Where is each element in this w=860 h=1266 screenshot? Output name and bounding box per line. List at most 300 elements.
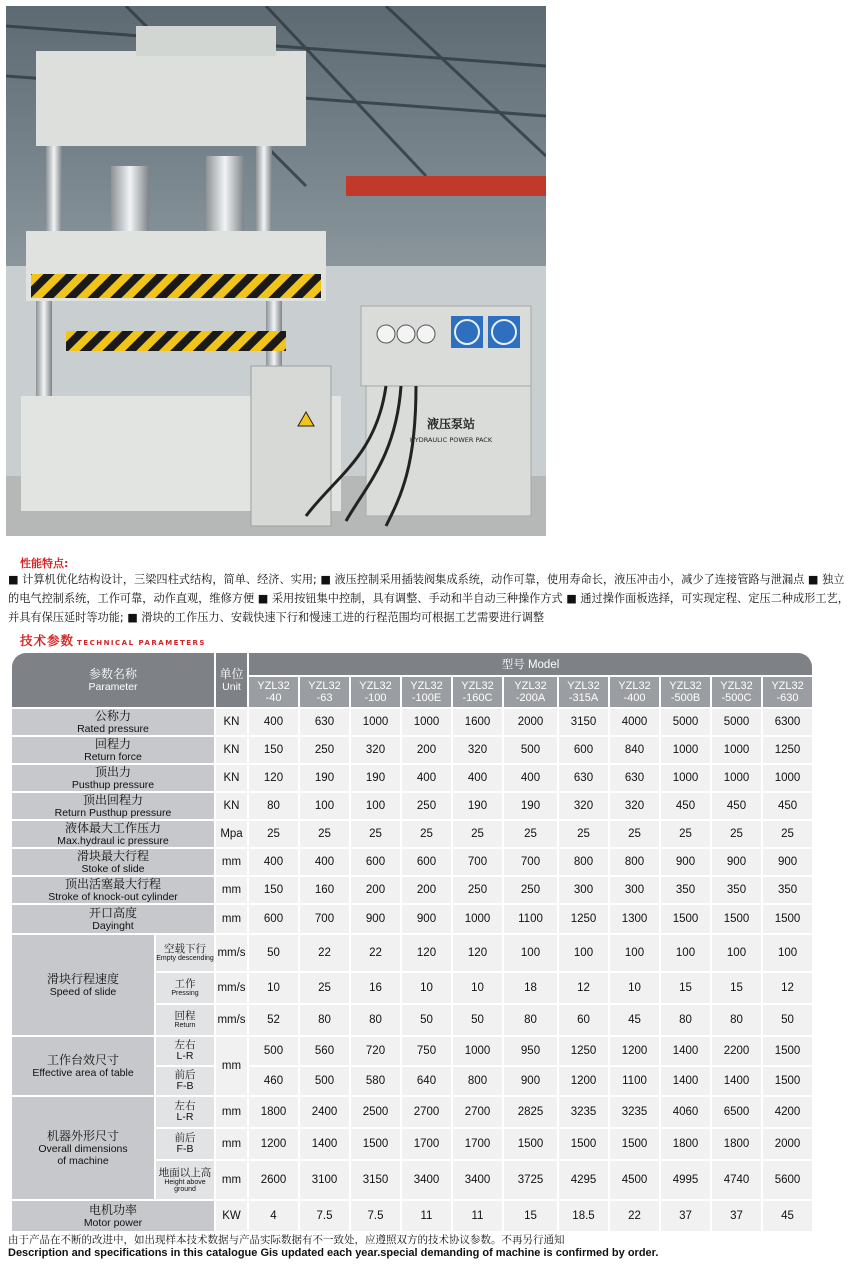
param-unit: mm — [216, 905, 247, 933]
overall-sub-en: L-R — [176, 1111, 194, 1123]
model-name-text: YZL32 -400 — [618, 680, 651, 704]
param-value: 200 — [351, 877, 400, 903]
speed-value: 100 — [763, 935, 812, 971]
model-name — [763, 677, 812, 707]
param-label-cn: 回程力 — [94, 737, 131, 751]
speed-value: 18 — [504, 973, 557, 1003]
model-header: 型号 Model — [249, 653, 812, 675]
model-name-text: YZL32 -500B — [669, 680, 702, 704]
param-value: 190 — [504, 793, 557, 819]
param-value: 1000 — [453, 905, 502, 933]
model-name-text: YZL32 -630 — [771, 680, 804, 704]
param-label-en: Pusthup pressure — [71, 778, 155, 791]
footer-note-cn: 由于产品在不断的改进中，如出现样本技术数据与产品实际数据有不一致处，应遵照双方的技术协议参数。不再另行通知 — [8, 1234, 565, 1246]
overall-unit: mm — [216, 1097, 247, 1127]
motor-value: 4 — [249, 1201, 298, 1231]
param-label-en: Stroke of knock-out cylinder — [48, 890, 178, 903]
speed-sub-en: Pressing — [171, 990, 199, 997]
param-value: 630 — [300, 709, 349, 735]
param-value: 630 — [610, 765, 659, 791]
param-value: 190 — [300, 765, 349, 791]
speed-value: 60 — [559, 1005, 608, 1035]
param-value: 1000 — [661, 765, 710, 791]
param-value: 700 — [504, 849, 557, 875]
param-value: 320 — [351, 737, 400, 763]
overall-value: 4060 — [661, 1097, 710, 1127]
speed-value: 80 — [504, 1005, 557, 1035]
motor-value: 18.5 — [559, 1201, 608, 1231]
speed-value: 50 — [763, 1005, 812, 1035]
param-value: 1300 — [610, 905, 659, 933]
motor-value: 37 — [712, 1201, 761, 1231]
overall-value: 2500 — [351, 1097, 400, 1127]
speed-sub-cn: 回程 — [174, 1010, 196, 1022]
param-label — [12, 765, 214, 791]
motor-value: 7.5 — [351, 1201, 400, 1231]
speed-value: 80 — [661, 1005, 710, 1035]
param-value: 1600 — [453, 709, 502, 735]
features-title: 性能特点: — [20, 557, 69, 570]
model-name — [661, 677, 710, 707]
motor-cn: 电机功率 — [88, 1202, 137, 1217]
speed-value: 80 — [712, 1005, 761, 1035]
overall-value: 1800 — [661, 1129, 710, 1159]
table-area-value: 1400 — [661, 1037, 710, 1065]
table-area-value: 950 — [504, 1037, 557, 1065]
param-value: 840 — [610, 737, 659, 763]
table-area-value: 1500 — [763, 1037, 812, 1065]
feature-item: ■ 通过操作面板选择，可实现定程、定压二种成形工艺，并具有保压延时等功能; — [8, 592, 849, 624]
speed-value: 10 — [249, 973, 298, 1003]
param-label-cn: 公称力 — [94, 709, 131, 723]
param-value: 25 — [453, 821, 502, 847]
table-area-value: 1200 — [559, 1067, 608, 1095]
speed-value: 50 — [402, 1005, 451, 1035]
param-value: 400 — [249, 849, 298, 875]
tech-params-title-cn: 技术参数 — [20, 633, 75, 648]
overall-value: 3235 — [610, 1097, 659, 1127]
param-value: 25 — [559, 821, 608, 847]
motor-en: Motor power — [83, 1216, 143, 1229]
table-area-value: 1200 — [610, 1037, 659, 1065]
param-value: 3150 — [559, 709, 608, 735]
param-value: 25 — [402, 821, 451, 847]
feature-item: ■ 采用按钮集中控制，具有调整、手动和半自动三种操作方式 — [257, 592, 563, 605]
param-value: 400 — [402, 765, 451, 791]
speed-value: 52 — [249, 1005, 298, 1035]
overall-value: 1400 — [300, 1129, 349, 1159]
speed-value: 120 — [453, 935, 502, 971]
param-value: 5000 — [661, 709, 710, 735]
param-label — [12, 849, 214, 875]
overall-value: 3100 — [300, 1161, 349, 1199]
motor-value: 22 — [610, 1201, 659, 1231]
param-value: 900 — [763, 849, 812, 875]
param-value: 350 — [661, 877, 710, 903]
table-area-value: 2200 — [712, 1037, 761, 1065]
param-value: 1000 — [661, 737, 710, 763]
param-label-en: Return Pusthup pressure — [54, 806, 172, 819]
param-label-en: Dayinght — [92, 919, 134, 932]
param-unit: KN — [216, 737, 247, 763]
overall-value: 1800 — [249, 1097, 298, 1127]
overall-cn: 机器外形尺寸 — [46, 1128, 119, 1143]
param-value: 120 — [249, 765, 298, 791]
speed-value: 100 — [712, 935, 761, 971]
param-value: 2000 — [504, 709, 557, 735]
pump-label: 液压泵站 — [426, 417, 476, 431]
param-value: 190 — [351, 765, 400, 791]
param-value: 1500 — [712, 905, 761, 933]
overall-sub-label — [156, 1129, 214, 1159]
product-photo — [6, 6, 546, 536]
param-label-en: Rated pressure — [77, 722, 149, 735]
param-value: 450 — [712, 793, 761, 819]
overall-value: 2700 — [402, 1097, 451, 1127]
speed-value: 100 — [661, 935, 710, 971]
param-value: 1000 — [402, 709, 451, 735]
speed-value: 100 — [504, 935, 557, 971]
param-value: 200 — [402, 737, 451, 763]
model-name-text: YZL32 -200A — [514, 680, 547, 704]
technical-parameters-table — [10, 651, 814, 1233]
overall-value: 1700 — [453, 1129, 502, 1159]
model-name — [712, 677, 761, 707]
table-area-value: 580 — [351, 1067, 400, 1095]
table-area-value: 500 — [249, 1037, 298, 1065]
param-unit: mm — [216, 849, 247, 875]
table-area-value: 750 — [402, 1037, 451, 1065]
overall-value: 1200 — [249, 1129, 298, 1159]
param-value: 1000 — [763, 765, 812, 791]
overall-value: 4500 — [610, 1161, 659, 1199]
overall-sub-en: F-B — [176, 1143, 194, 1155]
table-area-sub-en: L-R — [176, 1050, 194, 1062]
param-value: 900 — [712, 849, 761, 875]
param-value: 400 — [249, 709, 298, 735]
param-value: 630 — [559, 765, 608, 791]
speed-group-label — [12, 935, 154, 1035]
param-value: 1250 — [559, 905, 608, 933]
overall-value: 6500 — [712, 1097, 761, 1127]
param-value: 150 — [249, 737, 298, 763]
model-name — [249, 677, 298, 707]
param-value: 1250 — [763, 737, 812, 763]
tech-params-heading — [20, 633, 206, 649]
model-name-text: YZL32 -63 — [308, 680, 341, 704]
overall-sub-cn: 地面以上高 — [158, 1166, 212, 1179]
overall-unit: mm — [216, 1129, 247, 1159]
param-value: 25 — [504, 821, 557, 847]
model-name — [351, 677, 400, 707]
param-value: 350 — [712, 877, 761, 903]
param-label-en: Max.hydraul ic pressure — [57, 834, 169, 847]
speed-value: 120 — [402, 935, 451, 971]
speed-group-en: Speed of slide — [49, 985, 117, 998]
param-value: 160 — [300, 877, 349, 903]
param-value: 200 — [402, 877, 451, 903]
overall-value: 2600 — [249, 1161, 298, 1199]
speed-value: 22 — [351, 935, 400, 971]
speed-value: 50 — [249, 935, 298, 971]
speed-value: 15 — [712, 973, 761, 1003]
overall-value: 1500 — [610, 1129, 659, 1159]
model-name — [610, 677, 659, 707]
param-value: 25 — [661, 821, 710, 847]
speed-group-cn: 滑块行程速度 — [46, 971, 119, 986]
param-value: 800 — [610, 849, 659, 875]
speed-value: 80 — [300, 1005, 349, 1035]
param-unit: KN — [216, 765, 247, 791]
table-area-sub-en: F-B — [176, 1080, 194, 1092]
table-area-sub-cn: 左右 — [174, 1039, 196, 1051]
speed-value: 10 — [453, 973, 502, 1003]
speed-sub-cn: 空载下行 — [164, 943, 206, 955]
param-value: 600 — [249, 905, 298, 933]
param-value: 250 — [300, 737, 349, 763]
overall-value: 2825 — [504, 1097, 557, 1127]
overall-sub-en: Height above ground — [164, 1178, 206, 1193]
speed-unit: mm/s — [216, 1005, 247, 1035]
overall-value: 1500 — [504, 1129, 557, 1159]
speed-value: 25 — [300, 973, 349, 1003]
param-value: 900 — [661, 849, 710, 875]
param-value: 600 — [402, 849, 451, 875]
model-name-text: YZL32 -100 — [359, 680, 392, 704]
speed-value: 50 — [453, 1005, 502, 1035]
table-area-value: 1400 — [712, 1067, 761, 1095]
param-value: 100 — [300, 793, 349, 819]
overall-value: 3150 — [351, 1161, 400, 1199]
param-value: 700 — [453, 849, 502, 875]
param-value: 450 — [661, 793, 710, 819]
overall-value: 1700 — [402, 1129, 451, 1159]
model-name — [300, 677, 349, 707]
speed-sub-en: Return — [174, 1022, 196, 1029]
table-area-value: 800 — [453, 1067, 502, 1095]
motor-label — [12, 1201, 214, 1231]
table-area-value: 1000 — [453, 1037, 502, 1065]
feature-item: ■ 独立的电气控制系统，工作可靠，动作直观，维修方便 — [8, 573, 845, 605]
speed-value: 10 — [402, 973, 451, 1003]
overall-value: 1800 — [712, 1129, 761, 1159]
speed-value: 12 — [763, 973, 812, 1003]
param-header-cn: 参数名称 — [88, 666, 137, 681]
table-area-value: 1250 — [559, 1037, 608, 1065]
speed-sub-en: Empty descending — [156, 955, 214, 962]
tech-params-title-en: TECHNICAL PARAMETERS — [77, 639, 206, 647]
speed-sub-label — [156, 935, 214, 971]
param-label-cn: 顶出活塞最大行程 — [64, 877, 161, 891]
param-value: 320 — [610, 793, 659, 819]
param-value: 25 — [300, 821, 349, 847]
motor-value: 37 — [661, 1201, 710, 1231]
overall-value: 1500 — [351, 1129, 400, 1159]
model-name — [453, 677, 502, 707]
param-label — [12, 793, 214, 819]
table-area-unit: mm — [216, 1037, 247, 1095]
speed-value: 22 — [300, 935, 349, 971]
table-area-group-label — [12, 1037, 154, 1095]
param-value: 700 — [300, 905, 349, 933]
motor-value: 11 — [453, 1201, 502, 1231]
param-label-en: Return force — [84, 750, 142, 763]
param-header-en: Parameter — [88, 680, 138, 693]
param-value: 1000 — [712, 737, 761, 763]
param-value: 400 — [504, 765, 557, 791]
param-value: 400 — [453, 765, 502, 791]
speed-sub-label — [156, 973, 214, 1003]
param-unit: Mpa — [216, 821, 247, 847]
footer-note-en: Description and specifications in this catalogue Gis updated each year.special demanding of machine is confirmed by order. — [8, 1247, 659, 1259]
overall-value: 3400 — [453, 1161, 502, 1199]
overall-unit: mm — [216, 1161, 247, 1199]
param-unit: KN — [216, 709, 247, 735]
overall-value: 2400 — [300, 1097, 349, 1127]
table-area-sub-label — [156, 1067, 214, 1095]
param-unit: mm — [216, 877, 247, 903]
model-name — [402, 677, 451, 707]
table-area-value: 1400 — [661, 1067, 710, 1095]
speed-value: 100 — [559, 935, 608, 971]
model-name — [559, 677, 608, 707]
param-value: 300 — [610, 877, 659, 903]
param-value: 1500 — [661, 905, 710, 933]
param-label-cn: 顶出回程力 — [82, 793, 143, 807]
table-area-value: 640 — [402, 1067, 451, 1095]
param-label-cn: 开口高度 — [88, 905, 137, 920]
overall-value: 1500 — [559, 1129, 608, 1159]
param-label-en: Stoke of slide — [81, 862, 145, 875]
param-label-cn: 顶出力 — [94, 765, 131, 779]
overall-sub-label — [156, 1161, 214, 1199]
param-value: 80 — [249, 793, 298, 819]
param-value: 320 — [559, 793, 608, 819]
motor-value: 45 — [763, 1201, 812, 1231]
table-area-value: 500 — [300, 1067, 349, 1095]
param-value: 300 — [559, 877, 608, 903]
speed-sub-cn: 工作 — [174, 978, 196, 990]
motor-value: 7.5 — [300, 1201, 349, 1231]
model-name-text: YZL32 -500C — [720, 680, 753, 704]
speed-sub-label — [156, 1005, 214, 1035]
param-label-cn: 液体最大工作压力 — [64, 821, 161, 835]
param-value: 1000 — [351, 709, 400, 735]
overall-value: 2700 — [453, 1097, 502, 1127]
overall-value: 4740 — [712, 1161, 761, 1199]
model-name-text: YZL32 -315A — [567, 680, 600, 704]
param-value: 900 — [351, 905, 400, 933]
overall-sub-cn: 左右 — [174, 1100, 196, 1112]
overall-group-label — [12, 1097, 154, 1199]
param-value: 320 — [453, 737, 502, 763]
param-value: 1500 — [763, 905, 812, 933]
table-area-sub-label — [156, 1037, 214, 1065]
param-value: 6300 — [763, 709, 812, 735]
param-value: 1100 — [504, 905, 557, 933]
speed-unit: mm/s — [216, 973, 247, 1003]
param-value: 100 — [351, 793, 400, 819]
table-area-value: 720 — [351, 1037, 400, 1065]
overall-sub-label — [156, 1097, 214, 1127]
param-value: 25 — [610, 821, 659, 847]
speed-value: 10 — [610, 973, 659, 1003]
table-area-sub-cn: 前后 — [174, 1069, 196, 1081]
unit-header-cn: 单位 — [219, 666, 244, 681]
unit-header-en: Unit — [222, 680, 241, 693]
param-value: 25 — [763, 821, 812, 847]
param-value: 250 — [504, 877, 557, 903]
param-value: 600 — [559, 737, 608, 763]
param-value: 800 — [559, 849, 608, 875]
table-area-cn: 工作台效尺寸 — [46, 1052, 119, 1067]
speed-value: 15 — [661, 973, 710, 1003]
speed-value: 16 — [351, 973, 400, 1003]
hydraulic-press-illustration — [6, 6, 546, 536]
param-label-cn: 滑块最大行程 — [76, 849, 149, 863]
features-text — [8, 570, 854, 627]
model-name-text: YZL32 -40 — [257, 680, 290, 704]
param-value: 600 — [351, 849, 400, 875]
overall-value: 2000 — [763, 1129, 812, 1159]
feature-item: ■ 滑块的工作压力、安载快速下行和慢速工进的行程范围均可根据工艺需要进行调整 — [127, 611, 545, 624]
table-area-value: 460 — [249, 1067, 298, 1095]
param-value: 25 — [249, 821, 298, 847]
overall-value: 4200 — [763, 1097, 812, 1127]
overall-value: 4295 — [559, 1161, 608, 1199]
param-value: 25 — [712, 821, 761, 847]
param-value: 25 — [351, 821, 400, 847]
speed-value: 100 — [610, 935, 659, 971]
param-value: 190 — [453, 793, 502, 819]
model-name-text: YZL32 -100E — [410, 680, 443, 704]
param-value: 4000 — [610, 709, 659, 735]
motor-unit: KW — [216, 1201, 247, 1231]
model-name — [504, 677, 557, 707]
feature-item: ■ 计算机优化结构设计，三梁四柱式结构，简单、经济、实用; — [8, 573, 317, 586]
table-area-value: 1100 — [610, 1067, 659, 1095]
table-area-en: Effective area of table — [32, 1066, 134, 1079]
param-unit: KN — [216, 793, 247, 819]
param-value: 500 — [504, 737, 557, 763]
table-area-value: 1500 — [763, 1067, 812, 1095]
feature-item: ■ 液压控制采用插装阀集成系统，动作可靠，使用寿命长，液压冲击小，减少了连接管路与泄漏点 — [320, 573, 805, 586]
speed-value: 80 — [351, 1005, 400, 1035]
motor-value: 11 — [402, 1201, 451, 1231]
param-value: 900 — [402, 905, 451, 933]
param-value: 250 — [453, 877, 502, 903]
param-value: 450 — [763, 793, 812, 819]
overall-value: 3400 — [402, 1161, 451, 1199]
overall-sub-cn: 前后 — [174, 1132, 196, 1144]
overall-value: 3235 — [559, 1097, 608, 1127]
param-label — [12, 709, 214, 735]
param-label — [12, 905, 214, 933]
overall-value: 3725 — [504, 1161, 557, 1199]
model-name-text: YZL32 -160C — [461, 680, 494, 704]
motor-value: 15 — [504, 1201, 557, 1231]
param-value: 400 — [300, 849, 349, 875]
speed-unit: mm/s — [216, 935, 247, 971]
overall-en-2: of machine — [57, 1154, 109, 1167]
table-area-value: 560 — [300, 1037, 349, 1065]
unit-header — [216, 653, 247, 707]
speed-value: 12 — [559, 973, 608, 1003]
speed-value: 45 — [610, 1005, 659, 1035]
param-label — [12, 821, 214, 847]
param-value: 5000 — [712, 709, 761, 735]
table-area-value: 900 — [504, 1067, 557, 1095]
